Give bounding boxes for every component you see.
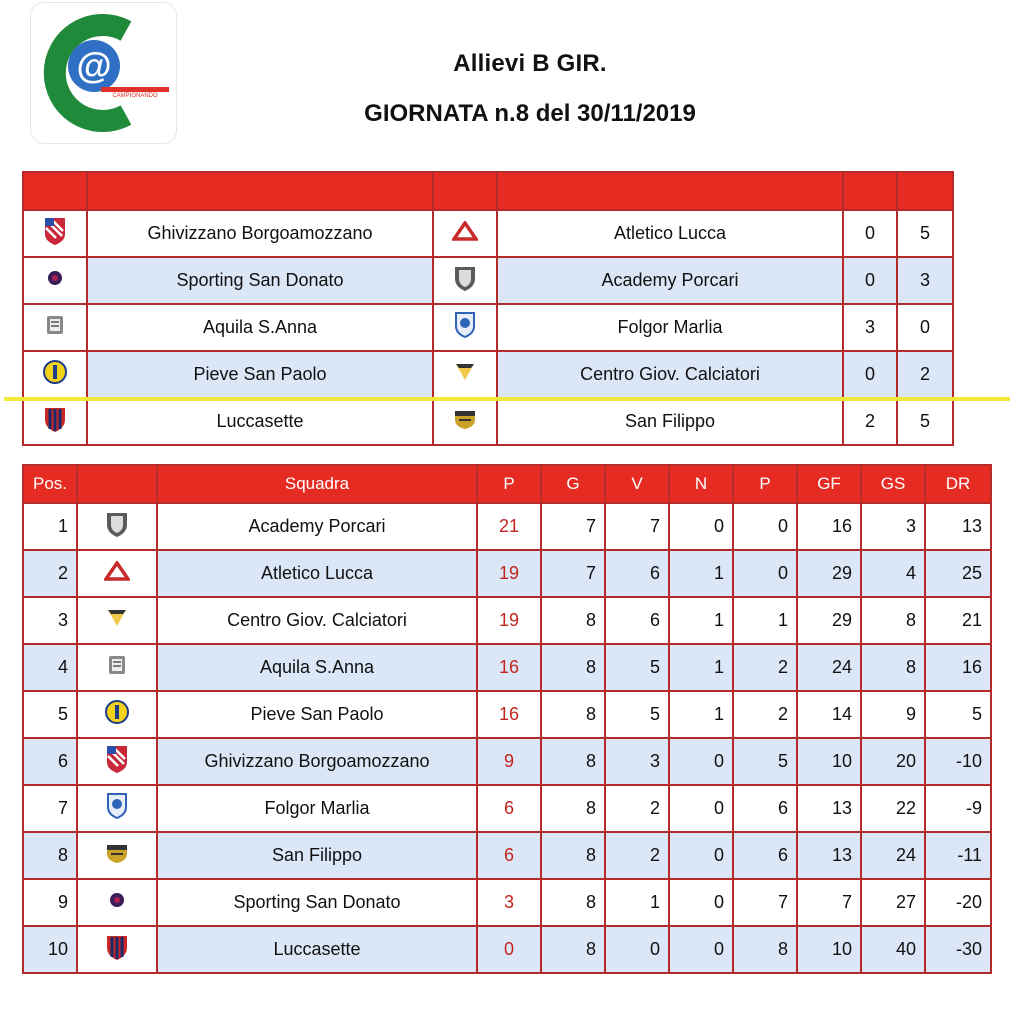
yellow-circle-icon (105, 700, 129, 729)
won: 1 (605, 879, 669, 926)
played: 7 (541, 503, 605, 550)
match-row (23, 304, 953, 351)
dot-icon (47, 270, 63, 291)
drawn: 1 (669, 597, 733, 644)
home-team: Pieve San Paolo (87, 351, 433, 398)
lost: 1 (733, 597, 797, 644)
team-name: Academy Porcari (157, 503, 477, 550)
lost: 2 (733, 644, 797, 691)
played: 8 (541, 926, 605, 973)
team-name: Folgor Marlia (157, 785, 477, 832)
home-team: Luccasette (87, 398, 433, 445)
position: 5 (23, 691, 77, 738)
goals-against: 8 (861, 644, 925, 691)
goal-difference: 5 (925, 691, 991, 738)
crest-icon (45, 314, 65, 341)
goals-for: 16 (797, 503, 861, 550)
goal-difference: -20 (925, 879, 991, 926)
home-goals: 2 (843, 398, 897, 445)
won: 2 (605, 785, 669, 832)
blue-shield-icon (106, 792, 128, 825)
team-name: Ghivizzano Borgoamozzano (157, 738, 477, 785)
away-team: Centro Giov. Calciatori (497, 351, 843, 398)
lost: 7 (733, 879, 797, 926)
match-row (23, 351, 953, 398)
home-team: Aquila S.Anna (87, 304, 433, 351)
header-team: Squadra (157, 465, 477, 503)
home-goals: 3 (843, 304, 897, 351)
played: 8 (541, 644, 605, 691)
position: 7 (23, 785, 77, 832)
position: 8 (23, 832, 77, 879)
lost: 0 (733, 503, 797, 550)
header-won: V (605, 465, 669, 503)
lost: 6 (733, 785, 797, 832)
points: 9 (477, 738, 541, 785)
goals-for: 10 (797, 926, 861, 973)
points: 16 (477, 644, 541, 691)
goals-against: 4 (861, 550, 925, 597)
lost: 0 (733, 550, 797, 597)
home-goals: 0 (843, 351, 897, 398)
won: 3 (605, 738, 669, 785)
home-goals: 0 (843, 210, 897, 257)
points: 3 (477, 879, 541, 926)
drawn: 1 (669, 550, 733, 597)
drawn: 0 (669, 503, 733, 550)
won: 2 (605, 832, 669, 879)
away-goals: 2 (897, 351, 953, 398)
header-drawn: N (669, 465, 733, 503)
team-name: Aquila S.Anna (157, 644, 477, 691)
drawn: 0 (669, 785, 733, 832)
pennant-icon (106, 608, 128, 633)
lost: 8 (733, 926, 797, 973)
triangle-icon (104, 561, 130, 586)
goal-difference: 16 (925, 644, 991, 691)
points: 6 (477, 785, 541, 832)
home-goals: 0 (843, 257, 897, 304)
header-goals-for: GF (797, 465, 861, 503)
away-goals: 5 (897, 398, 953, 445)
played: 7 (541, 550, 605, 597)
gold-crest-icon (105, 842, 129, 869)
home-team: Ghivizzano Borgoamozzano (87, 210, 433, 257)
goals-against: 40 (861, 926, 925, 973)
standings-row (23, 738, 991, 785)
header-goal-difference: DR (925, 465, 991, 503)
away-team: San Filippo (497, 398, 843, 445)
goal-difference: 25 (925, 550, 991, 597)
drawn: 1 (669, 691, 733, 738)
header-lost: P (733, 465, 797, 503)
team-name: Sporting San Donato (157, 879, 477, 926)
results-table (22, 171, 954, 446)
goal-difference: 21 (925, 597, 991, 644)
standings-row (23, 785, 991, 832)
shield-icon (453, 264, 477, 297)
standings-table (22, 464, 992, 974)
svg-text:@: @ (76, 45, 112, 86)
goals-against: 9 (861, 691, 925, 738)
goal-difference: -10 (925, 738, 991, 785)
drawn: 1 (669, 644, 733, 691)
points: 19 (477, 597, 541, 644)
lost: 5 (733, 738, 797, 785)
goals-for: 10 (797, 738, 861, 785)
goal-difference: -30 (925, 926, 991, 973)
highlight-line (4, 397, 1010, 401)
standings-row (23, 926, 991, 973)
yellow-circle-icon (43, 360, 67, 389)
won: 0 (605, 926, 669, 973)
goals-against: 27 (861, 879, 925, 926)
standings-row (23, 832, 991, 879)
goals-against: 8 (861, 597, 925, 644)
home-team: Sporting San Donato (87, 257, 433, 304)
position: 9 (23, 879, 77, 926)
won: 7 (605, 503, 669, 550)
lost: 2 (733, 691, 797, 738)
standings-row (23, 597, 991, 644)
header-played: G (541, 465, 605, 503)
gold-crest-icon (453, 408, 477, 435)
away-goals: 3 (897, 257, 953, 304)
flag-shield-icon (105, 744, 129, 779)
won: 6 (605, 597, 669, 644)
red-crest-icon (43, 405, 67, 438)
header-points: P (477, 465, 541, 503)
flag-shield-icon (43, 216, 67, 251)
points: 6 (477, 832, 541, 879)
team-name: Atletico Lucca (157, 550, 477, 597)
goals-for: 13 (797, 785, 861, 832)
blue-shield-icon (454, 311, 476, 344)
header-goals-against: GS (861, 465, 925, 503)
match-row (23, 398, 953, 445)
red-crest-icon (105, 933, 129, 966)
goals-against: 3 (861, 503, 925, 550)
played: 8 (541, 832, 605, 879)
team-name: Luccasette (157, 926, 477, 973)
goals-for: 29 (797, 550, 861, 597)
goal-difference: -11 (925, 832, 991, 879)
goals-for: 13 (797, 832, 861, 879)
goals-against: 22 (861, 785, 925, 832)
matchday-subtitle: GIORNATA n.8 del 30/11/2019 (364, 100, 696, 127)
away-goals: 5 (897, 210, 953, 257)
away-team: Folgor Marlia (497, 304, 843, 351)
points: 0 (477, 926, 541, 973)
away-goals: 0 (897, 304, 953, 351)
standings-row (23, 691, 991, 738)
team-name: Centro Giov. Calciatori (157, 597, 477, 644)
won: 5 (605, 644, 669, 691)
drawn: 0 (669, 926, 733, 973)
position: 6 (23, 738, 77, 785)
campionando-logo (30, 2, 177, 144)
goals-against: 20 (861, 738, 925, 785)
lost: 6 (733, 832, 797, 879)
played: 8 (541, 879, 605, 926)
standings-row (23, 644, 991, 691)
points: 16 (477, 691, 541, 738)
won: 6 (605, 550, 669, 597)
goals-for: 24 (797, 644, 861, 691)
played: 8 (541, 785, 605, 832)
drawn: 0 (669, 879, 733, 926)
header-pos: Pos. (23, 465, 77, 503)
team-name: Pieve San Paolo (157, 691, 477, 738)
drawn: 0 (669, 832, 733, 879)
standings-header-row (23, 465, 991, 503)
goal-difference: -9 (925, 785, 991, 832)
goals-for: 29 (797, 597, 861, 644)
svg-text:CAMPIONANDO: CAMPIONANDO (112, 93, 158, 99)
position: 2 (23, 550, 77, 597)
position: 10 (23, 926, 77, 973)
goals-for: 14 (797, 691, 861, 738)
goal-difference: 13 (925, 503, 991, 550)
match-row (23, 210, 953, 257)
goals-against: 24 (861, 832, 925, 879)
standings-row (23, 879, 991, 926)
triangle-icon (452, 221, 478, 246)
page-title: Allievi B GIR. (453, 50, 607, 77)
standings-row (23, 503, 991, 550)
team-name: San Filippo (157, 832, 477, 879)
standings-row (23, 550, 991, 597)
played: 8 (541, 691, 605, 738)
drawn: 0 (669, 738, 733, 785)
dot-icon (109, 892, 125, 913)
crest-icon (107, 654, 127, 681)
match-row (23, 257, 953, 304)
shield-icon (105, 510, 129, 543)
played: 8 (541, 738, 605, 785)
position: 1 (23, 503, 77, 550)
points: 21 (477, 503, 541, 550)
away-team: Academy Porcari (497, 257, 843, 304)
points: 19 (477, 550, 541, 597)
played: 8 (541, 597, 605, 644)
results-header-row (23, 172, 953, 210)
position: 4 (23, 644, 77, 691)
away-team: Atletico Lucca (497, 210, 843, 257)
pennant-icon (454, 362, 476, 387)
won: 5 (605, 691, 669, 738)
goals-for: 7 (797, 879, 861, 926)
position: 3 (23, 597, 77, 644)
